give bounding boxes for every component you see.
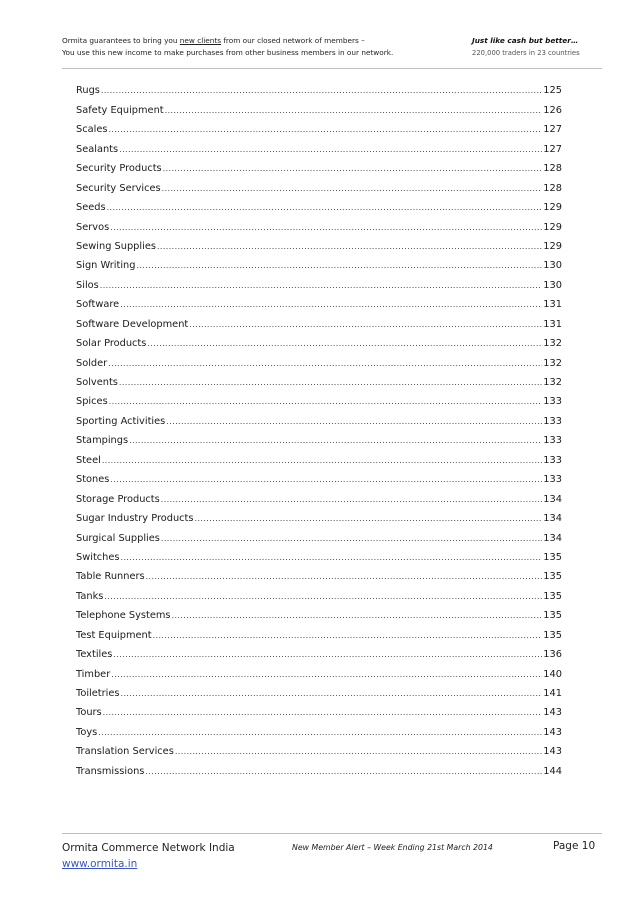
toc-entry-page: 135 (543, 571, 562, 583)
toc-dot-leader (175, 745, 542, 759)
toc-entry-label: Sugar Industry Products (76, 513, 194, 525)
toc-entry-label: Transmissions (76, 765, 145, 777)
toc-dot-leader (119, 376, 542, 390)
toc-entry-page: 133 (543, 474, 562, 486)
toc-entry-label: Tours (76, 707, 102, 719)
footer-company-block (62, 840, 235, 872)
toc-entry-label: Security Products (76, 163, 162, 175)
toc-entry[interactable] (76, 79, 562, 98)
toc-entry-label: Silos (76, 279, 99, 291)
toc-entry[interactable] (76, 740, 562, 759)
toc-dot-leader (146, 570, 543, 584)
toc-entry[interactable] (76, 390, 562, 409)
toc-entry-page: 134 (543, 532, 562, 544)
toc-dot-leader (163, 162, 543, 176)
header-line-1-suffix: from our closed network of members – (221, 36, 365, 45)
toc-entry-page: 134 (543, 513, 562, 525)
toc-entry[interactable] (76, 254, 562, 273)
toc-entry-label: Rugs (76, 85, 100, 97)
page-header (62, 35, 602, 71)
footer-edition: New Member Alert – Week Ending 21st March 2014 (292, 843, 493, 852)
toc-entry[interactable] (76, 332, 562, 351)
toc-dot-leader (98, 726, 542, 740)
toc-entry[interactable] (76, 371, 562, 390)
toc-entry-page: 127 (543, 143, 562, 155)
toc-entry-page: 140 (543, 668, 562, 680)
toc-dot-leader (166, 415, 542, 429)
toc-entry-page: 129 (543, 202, 562, 214)
toc-dot-leader (111, 668, 542, 682)
toc-entry-page: 133 (543, 454, 562, 466)
toc-dot-leader (104, 590, 542, 604)
toc-entry-page: 132 (543, 338, 562, 350)
toc-entry[interactable] (76, 196, 562, 215)
header-tagline-block (472, 35, 580, 59)
toc-entry-page: 135 (543, 551, 562, 563)
toc-entry-label: Timber (76, 668, 111, 680)
toc-dot-leader (113, 648, 542, 662)
toc-entry[interactable] (76, 215, 562, 234)
toc-entry[interactable] (76, 546, 562, 565)
toc-entry-page: 125 (543, 85, 562, 97)
toc-dot-leader (121, 551, 543, 565)
header-tagline: Just like cash but better… (472, 36, 579, 45)
toc-entry-label: Stampings (76, 435, 129, 447)
toc-entry-page: 135 (543, 610, 562, 622)
toc-dot-leader (161, 493, 543, 507)
toc-dot-leader (107, 201, 543, 215)
toc-entry[interactable] (76, 448, 562, 467)
toc-dot-leader (108, 357, 542, 371)
toc-dot-leader (103, 706, 543, 720)
toc-dot-leader (108, 123, 542, 137)
toc-entry[interactable] (76, 273, 562, 292)
toc-entry-page: 131 (543, 318, 562, 330)
toc-entry[interactable] (76, 507, 562, 526)
toc-dot-leader (162, 182, 543, 196)
toc-entry-label: Table Runners (76, 571, 145, 583)
toc-entry-label: Sporting Activities (76, 415, 166, 427)
toc-entry-page: 143 (543, 726, 562, 738)
header-traders-count: 220,000 traders in 23 countries (472, 49, 580, 57)
toc-entry-label: Steel (76, 454, 101, 466)
footer-divider (62, 833, 602, 834)
toc-entry[interactable] (76, 526, 562, 545)
toc-dot-leader (109, 395, 543, 409)
toc-entry-label: Tanks (76, 590, 104, 602)
toc-dot-leader (100, 279, 543, 293)
toc-entry[interactable] (76, 293, 562, 312)
toc-dot-leader (145, 765, 542, 779)
toc-entry-page: 128 (543, 163, 562, 175)
toc-entry-page: 130 (543, 260, 562, 272)
toc-entry-label: Software Development (76, 318, 189, 330)
toc-entry-page: 132 (543, 377, 562, 388)
toc-entry-label: Textiles (76, 649, 113, 661)
toc-entry-label: Security Services (76, 182, 161, 194)
toc-entry[interactable] (76, 235, 562, 254)
toc-dot-leader (120, 298, 542, 312)
toc-dot-leader (147, 337, 542, 351)
toc-entry-label: Sign Writing (76, 260, 136, 272)
footer-company-name: Ormita Commerce Network India (62, 842, 235, 854)
toc-entry-page: 143 (543, 746, 562, 758)
toc-entry[interactable] (76, 118, 562, 137)
toc-dot-leader (101, 84, 542, 98)
toc-dot-leader (110, 221, 542, 235)
toc-entry-label: Switches (76, 551, 120, 563)
toc-entry-label: Sealants (76, 143, 119, 155)
toc-entry-page: 135 (543, 629, 562, 641)
toc-dot-leader (157, 240, 542, 254)
toc-entry-page: 129 (543, 240, 562, 252)
toc-entry-label: Solvents (76, 377, 118, 388)
toc-entry[interactable] (76, 643, 562, 662)
toc-entry-label: Solder (76, 357, 108, 369)
toc-dot-leader (161, 532, 542, 546)
toc-entry-label: Solar Products (76, 338, 147, 350)
toc-entry-label: Test Equipment (76, 629, 152, 641)
header-line-1 (62, 35, 393, 47)
toc-entry[interactable] (76, 720, 562, 739)
toc-entry-label: Toiletries (76, 688, 120, 699)
toc-entry[interactable] (76, 312, 562, 331)
toc-entry[interactable] (76, 701, 562, 720)
toc-dot-leader (172, 609, 543, 623)
toc-dot-leader (136, 259, 542, 273)
header-divider (62, 68, 602, 69)
toc-entry-page: 128 (543, 182, 562, 194)
toc-entry[interactable] (76, 429, 562, 448)
toc-entry[interactable] (76, 468, 562, 487)
toc-entry-label: Servos (76, 221, 110, 233)
header-line-1-prefix: Ormita guarantees to bring you (62, 36, 180, 45)
toc-entry[interactable] (76, 176, 562, 195)
toc-entry[interactable] (76, 623, 562, 642)
footer-page-number: Page 10 (553, 840, 596, 852)
toc-entry-label: Storage Products (76, 493, 160, 505)
toc-entry-label: Stones (76, 474, 110, 486)
toc-entry-page: 126 (543, 104, 562, 116)
toc-entry-page: 133 (543, 435, 562, 447)
toc-entry[interactable] (76, 409, 562, 428)
toc-entry[interactable] (76, 604, 562, 623)
toc-entry[interactable] (76, 98, 562, 117)
toc-dot-leader (102, 454, 542, 468)
toc-entry[interactable] (76, 157, 562, 176)
toc-entry-page: 132 (543, 357, 562, 369)
toc-entry[interactable] (76, 584, 562, 603)
toc-entry[interactable] (76, 682, 562, 701)
toc-entry-page: 134 (543, 493, 562, 505)
toc-dot-leader (119, 143, 542, 157)
toc-entry-page: 133 (543, 396, 562, 408)
toc-entry[interactable] (76, 759, 562, 778)
toc-entry-page: 136 (543, 649, 562, 661)
toc-entry-page: 143 (543, 707, 562, 719)
header-line-2: You use this new income to make purchases from other business members in our network. (62, 48, 394, 57)
toc-entry[interactable] (76, 137, 562, 156)
toc-entry-page: 133 (543, 415, 562, 427)
toc-dot-leader (189, 318, 542, 332)
header-guarantee-text (62, 35, 393, 59)
new-clients-link[interactable]: new clients (179, 36, 222, 45)
toc-entry[interactable] (76, 662, 562, 681)
toc-entry[interactable] (76, 487, 562, 506)
table-of-contents (76, 79, 562, 779)
toc-entry-page: 141 (543, 688, 562, 699)
toc-dot-leader (110, 473, 542, 487)
toc-entry-page: 130 (543, 279, 562, 291)
toc-dot-leader (195, 512, 543, 526)
toc-entry-page: 135 (543, 590, 562, 602)
toc-entry-label: Safety Equipment (76, 104, 164, 116)
toc-entry-label: Spices (76, 396, 108, 408)
toc-entry-label: Sewing Supplies (76, 240, 156, 252)
toc-entry-label: Seeds (76, 202, 106, 214)
toc-entry-page: 127 (543, 124, 562, 136)
toc-entry[interactable] (76, 351, 562, 370)
toc-entry-page: 129 (543, 221, 562, 233)
toc-dot-leader (121, 687, 543, 701)
toc-dot-leader (153, 629, 543, 643)
toc-dot-leader (129, 434, 542, 448)
toc-entry[interactable] (76, 565, 562, 584)
toc-dot-leader (165, 104, 543, 118)
toc-entry-label: Surgical Supplies (76, 532, 160, 544)
toc-entry-label: Toys (76, 726, 98, 738)
footer-website-link[interactable]: www.ormita.in (62, 858, 138, 870)
toc-entry-page: 144 (543, 765, 562, 777)
toc-entry-label: Telephone Systems (76, 610, 171, 622)
toc-entry-label: Translation Services (76, 746, 174, 758)
toc-entry-label: Software (76, 299, 120, 311)
toc-entry-label: Scales (76, 124, 108, 136)
toc-entry-page: 131 (543, 299, 562, 311)
